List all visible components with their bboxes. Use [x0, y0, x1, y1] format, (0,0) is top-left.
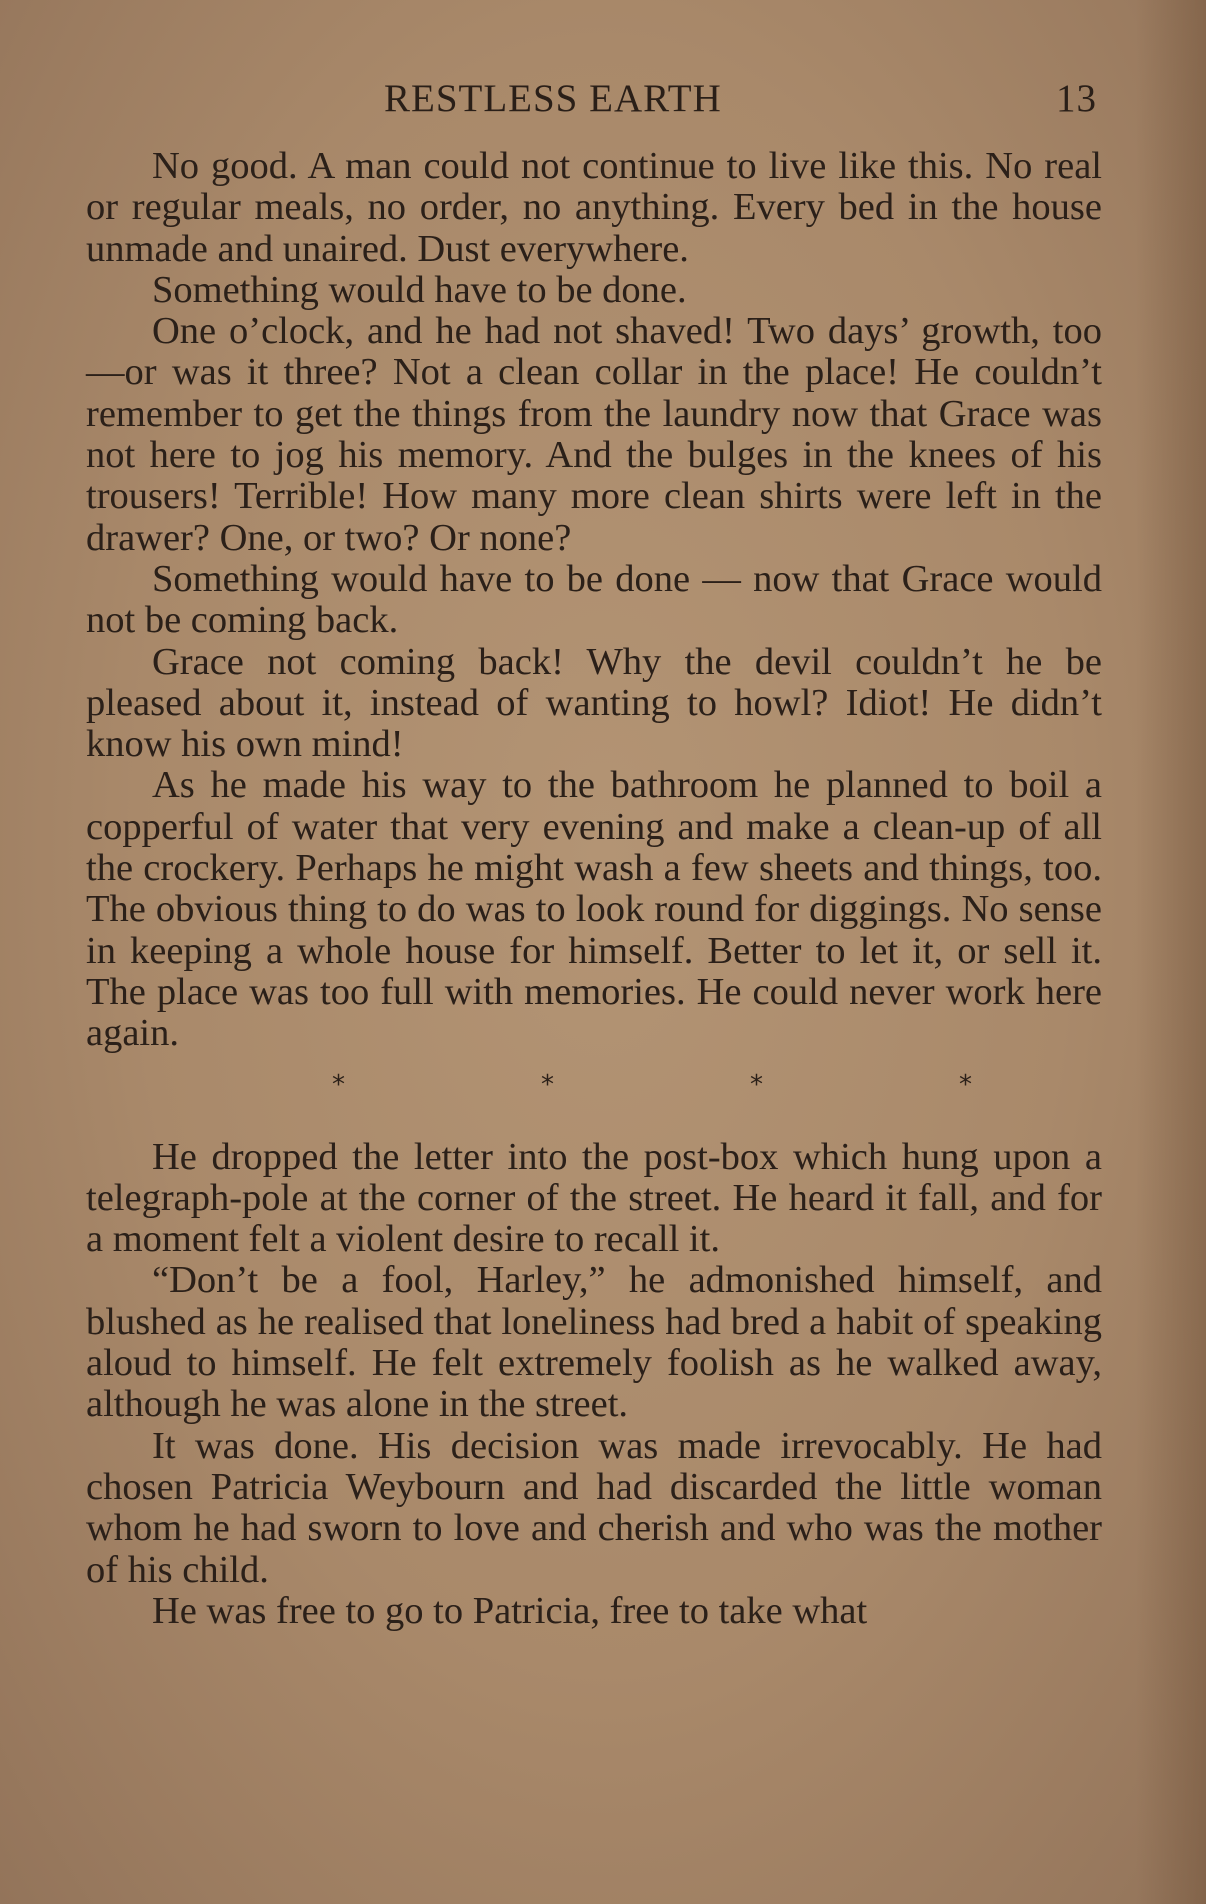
paragraph: Something would have to be done.	[152, 268, 687, 311]
asterisk: *	[541, 1069, 554, 1100]
asterisk: *	[959, 1069, 972, 1100]
paragraph: One o’clock, and he had not shaved! Two days’ growth, too—or was it three? Not a clean collar in the place! He couldn’t remember to get the things from the laundry now that Grace was not here to jog his memory. And the bulges in the knees of his trousers! Terrible! How many more clean shirts were left in the drawer? One, or two? Or none?	[86, 310, 1102, 559]
asterisk: *	[332, 1069, 345, 1100]
paragraph: Something would have to be done — now that Grace would not be coming back.	[86, 557, 1102, 642]
asterisk-divider	[332, 1065, 972, 1106]
asterisk: *	[750, 1069, 763, 1100]
paragraph: Grace not coming back! Why the devil couldn’t he be pleased about it, instead of wanting to howl? Idiot! He didn’t know his own mind!	[86, 640, 1102, 766]
paragraph: As he made his way to the bathroom he planned to boil a copperful of water that very evening and make a clean-up of all the crockery. Perhaps he might wash a few sheets and things, too. The obvious thing to do was to look round for diggings. No sense in keeping a whole house for himself. Better to let it, or sell it. The place was too full with memories. He could never work here again.	[86, 764, 1102, 1055]
paragraph: He was free to go to Patricia, free to take what	[152, 1589, 868, 1632]
paragraph: It was done. His decision was made irrevocably. He had chosen Patricia Weybourn and had discarded the little woman whom he had sworn to love and cherish and who was the mother of his child.	[86, 1424, 1102, 1591]
running-title: RESTLESS EARTH	[384, 77, 722, 120]
paragraph: He dropped the letter into the post-box which hung upon a telegraph-pole at the corner of the street. He heard it fall, and for a moment felt a violent desire to recall it.	[86, 1135, 1102, 1261]
paragraph: “Don’t be a fool, Harley,” he admonished himself, and blushed as he realised that loneliness had bred a habit of speaking aloud to himself. He felt extremely foolish as he walked away, although he was alone in the street.	[86, 1259, 1102, 1426]
paragraph: No good. A man could not continue to live like this. No real or regular meals, no order, no anything. Every bed in the house unmade and unaired. Dust everywhere.	[86, 145, 1102, 270]
body-text	[86, 146, 1102, 1632]
page-header	[0, 76, 1206, 126]
section-break	[86, 1055, 1102, 1137]
page-number: 13	[1056, 77, 1097, 120]
